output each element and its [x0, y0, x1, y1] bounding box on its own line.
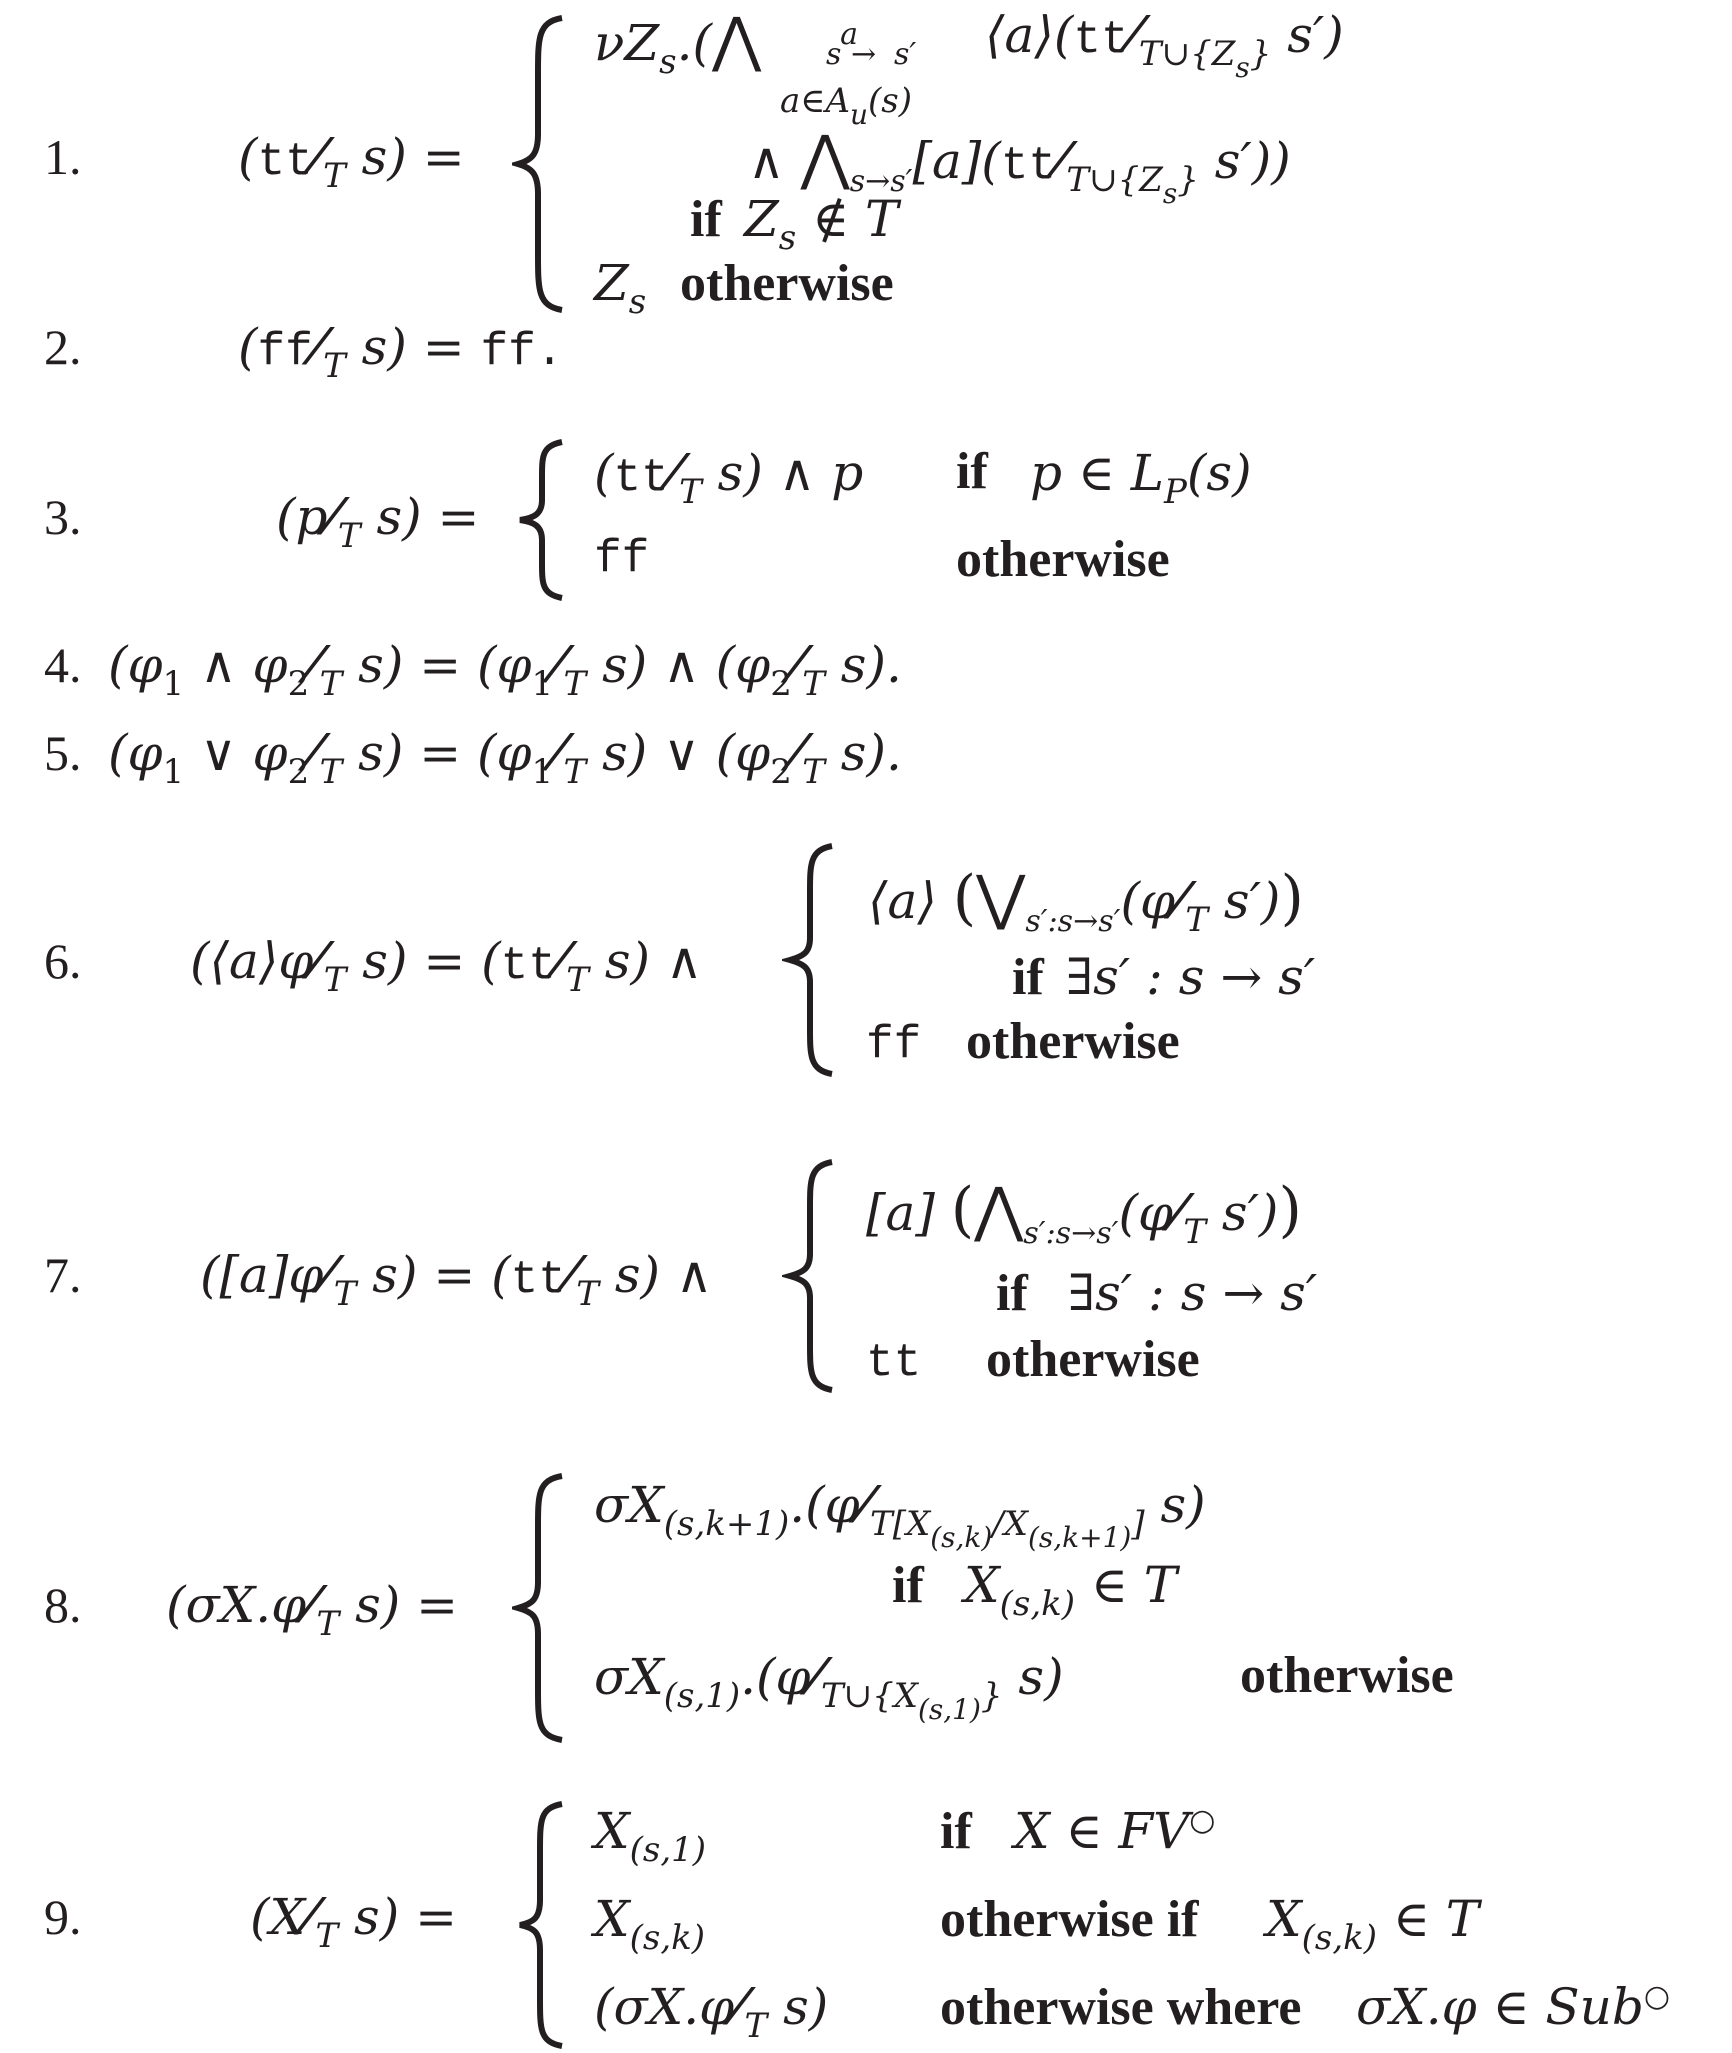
rule-number: 6. — [44, 933, 82, 989]
rule-9-if-keyword: if — [940, 1803, 972, 1860]
rule-9-case2: $X_{(s,k)}$ — [594, 1890, 705, 1958]
rule-3-case1: ($tt⁄_T$ s) ∧ p — [594, 444, 864, 512]
rule-1-transition-subscript: s →as′ — [826, 17, 917, 72]
rule-7-if-keyword: if — [996, 1265, 1028, 1322]
rule-3-if-keyword: if — [956, 443, 988, 500]
rule-number: 7. — [44, 1247, 82, 1303]
rule-9-condition2: $X_{(s,k)}$ ∈ T — [1266, 1890, 1480, 1958]
rule-8-lhs: ($\sigma X.\varphi⁄_T$ s) = — [166, 1576, 459, 1644]
rule-6-condition: ∃s′ : s → s′ — [1066, 948, 1316, 1006]
rule-5-equation: ($\varphi_1$ ∨ $\varphi_2⁄_T$ $s) = (\varphi_1⁄_T$ s) ∨ ($\varphi_2⁄_T$ s). — [108, 724, 902, 792]
rule-number: 4. — [44, 637, 82, 693]
rule-8-case1: $\sigma X_{(s,k+1)}.(\varphi⁄_{T[X_{(s,k)}/X_{(s,k+1)}]}$ s) — [594, 1476, 1206, 1554]
rule-1-zs: $Z_s$ — [594, 254, 647, 322]
rule-9-otherwise-if: otherwise if — [940, 1891, 1199, 1948]
rule-6-case1: ⟨a⟩ ($⋁_{s':s\to s'}(\varphi⁄_T$ s′)) — [868, 863, 1304, 940]
rule-9-condition3: σX.φ ∈ Sub○ — [1356, 1978, 1671, 2036]
rule-2-equation: ($ff⁄_T$ s) = ff. — [238, 318, 564, 386]
rule-9-case1: $X_{(s,1)}$ — [594, 1802, 707, 1870]
rule-7-condition: ∃s′ : s → s′ — [1068, 1264, 1318, 1322]
rule-7-lhs: ($[a]\varphi⁄_T$ $s) = (tt⁄_T$ s) ∧ — [200, 1246, 713, 1314]
rule-1-au-subscript: $a\in A_u(s)$ — [780, 81, 913, 131]
rule-1-nu-line: $\nu Z_s.(⋀$ — [594, 5, 762, 82]
rule-7-case2: tt — [866, 1337, 922, 1389]
rule-number: 2. — [44, 319, 82, 375]
rule-8-if-keyword: if — [892, 1557, 924, 1614]
rule-3-lhs: ($p⁄_T$ s) = — [276, 488, 480, 556]
rule-8-condition: $X_{(s,k)}$ ∈ T — [964, 1556, 1178, 1624]
rule-3-case2: ff — [594, 533, 650, 585]
rule-8-case2: $\sigma X_{(s,1)}.(\varphi⁄_{T\cup\{X_{(s,1)}\}}$ s) — [594, 1648, 1064, 1726]
rule-1-otherwise: otherwise — [680, 255, 894, 312]
rule-1-if-keyword: if — [690, 191, 722, 248]
rule-number: 9. — [44, 1889, 82, 1945]
rule-4-equation: ($\varphi_1$ ∧ $\varphi_2⁄_T$ $s) = (\varphi_1⁄_T$ s) ∧ ($\varphi_2⁄_T$ s). — [108, 636, 902, 704]
rule-6-lhs: ($⟨a⟩\varphi⁄_T$ $s) = (tt⁄_T$ s) ∧ — [190, 932, 703, 1000]
rule-9-case3: ($\sigma X.\varphi⁄_T$ s) — [594, 1978, 829, 2046]
left-brace — [512, 1800, 572, 2050]
left-brace — [512, 438, 572, 602]
rule-1-diamond-term: $⟨a⟩(tt⁄_{T\cup\{Z_s\}}$ s′) — [985, 6, 1344, 84]
rule-6-otherwise: otherwise — [966, 1013, 1180, 1070]
rule-6-if-keyword: if — [1012, 949, 1044, 1006]
rule-1-box-term: ∧ $⋀_{s\to s'}[a](tt⁄_{T\cup\{Z_s\}}$ s′)) — [748, 123, 1291, 210]
rule-9-lhs: ($X⁄_T$ s) = — [250, 1888, 458, 1956]
rule-8-otherwise: otherwise — [1240, 1647, 1454, 1704]
rule-9-condition1: X ∈ FV○ — [1014, 1802, 1216, 1860]
rule-3-otherwise: otherwise — [956, 531, 1170, 588]
rule-1-lhs: ($tt⁄_T$ s) = — [238, 128, 465, 196]
rule-9-otherwise-where: otherwise where — [940, 1979, 1302, 2036]
left-brace — [512, 1472, 572, 1744]
rule-1-if-condition: $Z_s$ ∉ T — [744, 190, 899, 258]
rule-7-otherwise: otherwise — [986, 1331, 1200, 1388]
rule-number: 5. — [44, 725, 82, 781]
left-brace — [782, 842, 842, 1078]
rule-number: 8. — [44, 1577, 82, 1633]
left-brace — [782, 1158, 842, 1394]
rule-number: 3. — [44, 489, 82, 545]
rule-3-condition: p ∈ $L_P(s)$ — [1030, 444, 1252, 512]
rule-number: 1. — [44, 129, 82, 185]
rule-7-case1: [a] ($⋀_{s':s\to s'}(\varphi⁄_T$ s′)) — [866, 1175, 1302, 1252]
rule-6-case2: ff — [866, 1019, 922, 1071]
left-brace — [512, 14, 572, 314]
